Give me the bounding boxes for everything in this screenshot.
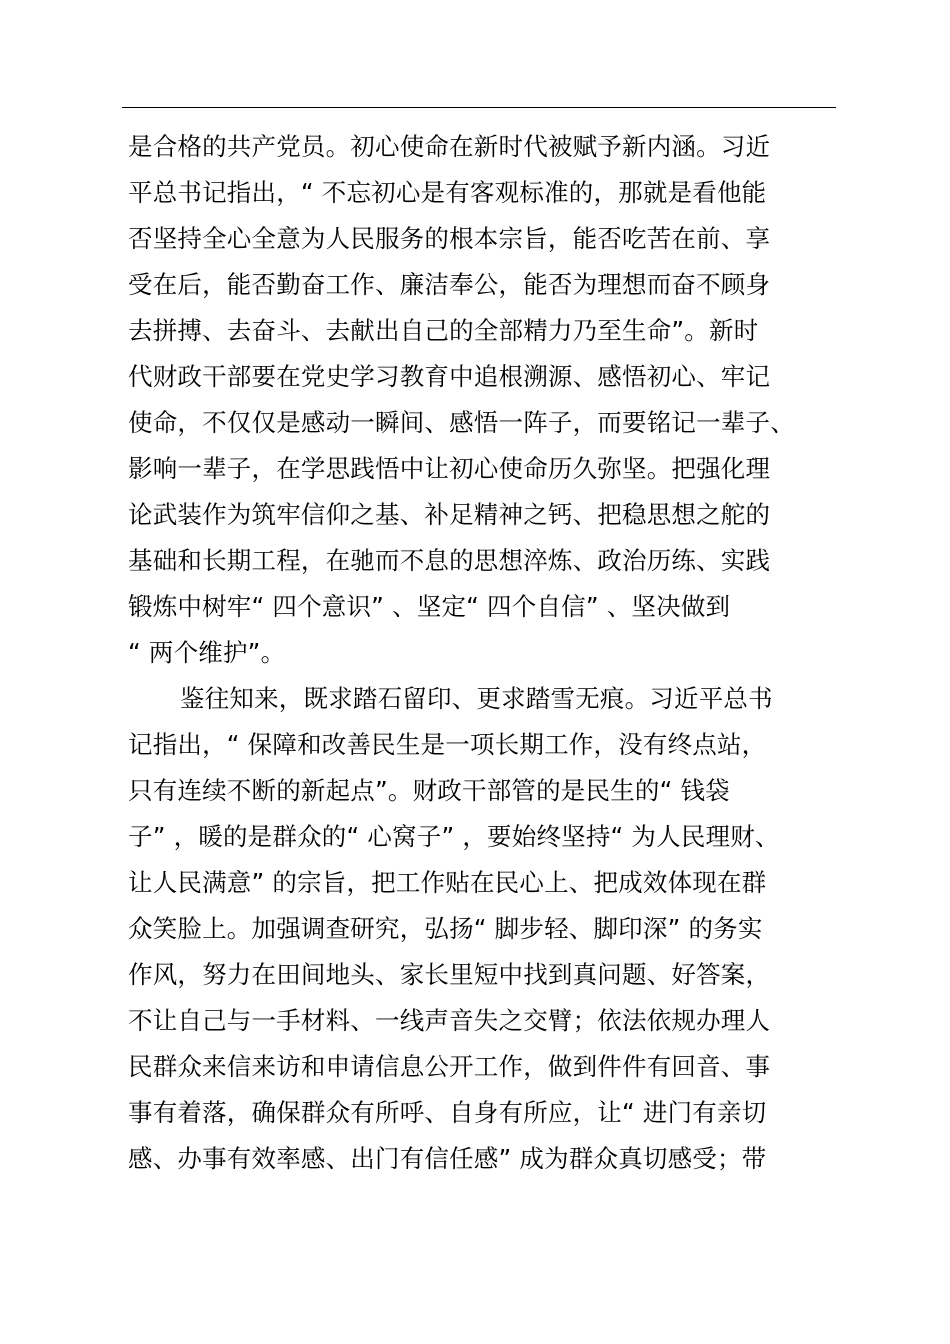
text-line: 只有连续不断的新起点”。财政干部管的是民生的“ 钱袋	[128, 776, 730, 805]
text-line: 去拼搏、去奋斗、去献出自己的全部精力乃至生命”。新时	[128, 316, 759, 345]
document-body	[128, 124, 848, 1182]
text-line: 众笑脸上。加强调查研究，弘扬“ 脚步轻、脚印深” 的务实	[128, 914, 763, 943]
text-line: 否坚持全心全意为人民服务的根本宗旨，能否吃苦在前、享	[128, 224, 771, 253]
text-line: 影响一辈子，在学思践悟中让初心使命历久弥坚。把强化理	[128, 454, 771, 483]
text-line: 锻炼中树牢“ 四个意识” 、坚定“ 四个自信” 、坚决做到	[128, 592, 731, 621]
paragraph-1	[128, 124, 848, 676]
text-line: 受在后，能否勤奋工作、廉洁奉公，能否为理想而奋不顾身	[128, 270, 771, 299]
header-rule	[122, 107, 836, 108]
text-line: 代财政干部要在党史学习教育中追根溯源、感悟初心、牢记	[128, 362, 771, 391]
text-line: 论武装作为筑牢信仰之基、补足精神之钙、把稳思想之舵的	[128, 500, 771, 529]
text-line: 记指出，“ 保障和改善民生是一项长期工作，没有终点站，	[128, 730, 767, 759]
text-line: “ 两个维护”。	[128, 638, 286, 667]
paragraph-2	[128, 676, 848, 1182]
text-line: 让人民满意” 的宗旨，把工作贴在民心上、把成效体现在群	[128, 868, 767, 897]
text-line: 子” ，暖的是群众的“ 心窝子” ，要始终坚持“ 为人民理财、	[128, 822, 780, 851]
text-line: 不让自己与一手材料、一线声音失之交臂；依法依规办理人	[128, 1006, 771, 1035]
text-line: 民群众来信来访和申请信息公开工作，做到件件有回音、事	[128, 1052, 771, 1081]
text-line: 事有着落，确保群众有所呼、自身有所应，让“ 进门有亲切	[128, 1098, 767, 1127]
text-line-first-indent: 鉴往知来，既求踏石留印、更求踏雪无痕。习近平总书	[180, 684, 773, 713]
text-line: 是合格的共产党员。初心使命在新时代被赋予新内涵。习近	[128, 132, 771, 161]
text-line: 基础和长期工程，在驰而不息的思想淬炼、政治历练、实践	[128, 546, 771, 575]
text-line: 感、办事有效率感、出门有信任感” 成为群众真切感受；带	[128, 1144, 767, 1173]
text-line: 平总书记指出，“ 不忘初心是有客观标准的，那就是看他能	[128, 178, 767, 207]
text-line: 作风，努力在田间地头、家长里短中找到真问题、好答案，	[128, 960, 771, 989]
text-line: 使命，不仅仅是感动一瞬间、感悟一阵子，而要铭记一辈子、	[128, 408, 795, 437]
